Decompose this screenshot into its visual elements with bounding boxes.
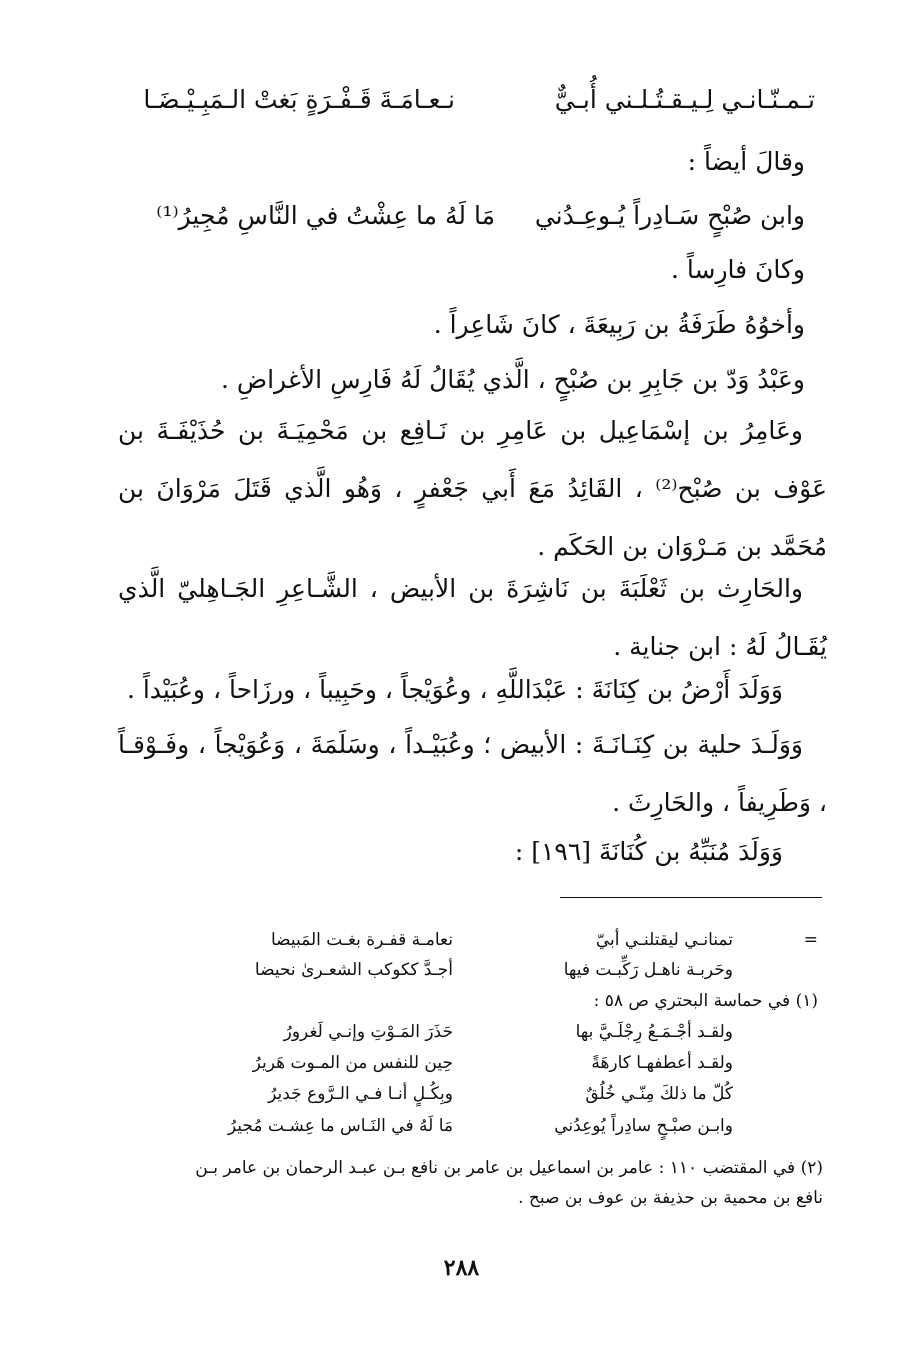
footnote-1-heading: (١) في حماسة البحتري ص ٥٨ : — [593, 991, 818, 1011]
footnote-hemistich-first: تمنانـي ليقتلنـي أبيّ — [595, 930, 733, 950]
footnote-hemistich-second: أجـدَّ ككوكب الشعـرىٰ نحيضا — [254, 960, 453, 980]
verse-line — [125, 196, 805, 236]
paragraph-harith: والحَارِث بن ثَعْلَبَةَ بن نَاشِرَةَ بن الأبيض ، الشَّـاعِرِ الجَـاهِليّ الَّذي يُقَـالُ لَهُ : ابن جناية . — [118, 574, 827, 661]
footnote-separator — [560, 897, 822, 898]
text-line: وعَبْدُ وَدّ بن جَابِرِ بن صُبْحٍ ، الَّذي يُقَالُ لَهُ فَارِسِ الأغراضِ . — [220, 365, 805, 394]
page-number: ٢٨٨ — [443, 1255, 480, 1281]
footnote-hemistich-second: حَذَرَ المَـوْتِ وإنـي لَغرورُ — [283, 1022, 453, 1042]
footnote-continuation-mark: = — [803, 930, 818, 950]
footnote-hemistich-first: ولقـد أجْـمَـعُ رِجْلَـيَّ بها — [575, 1022, 733, 1042]
verse-hemistich-first: تـمـنّـانـي لِـيـقـتُـلـني أُبـيٌّ — [554, 85, 815, 114]
text-line: وكانَ فارِساً . — [671, 255, 805, 284]
verse-hemistich-second: مَا لَهُ ما عِشْتُ في النَّاسِ مُجِيرُ⁽¹⁾ — [156, 201, 495, 230]
paragraph-amir: وعَامِرُ بن إسْمَاعِيل بن عَامِرِ بن نَـافِع بن مَحْمِيَـةَ بن حُذَيْفَـةَ بن عَوْف بن صُبْح⁽²⁾ ، القَائِدُ مَعَ أَبي جَعْفرٍ ، وَهُو الَّذي قَتَلَ مَرْوَانَ بن مُحَمَّد بن مَـرْوَان بن الحَكَم . — [118, 416, 827, 561]
footnote-2-line: نافع بن محمية بن حذيفة بن عوف بن صبح . — [518, 1188, 823, 1208]
footnote-hemistich-first: ولقـد أعطفهـا كارهَةً — [591, 1053, 733, 1073]
opening-verse — [125, 80, 815, 120]
footnote-verse — [284, 1018, 733, 1046]
paragraph-munabbih: وَوَلَدَ مُنَبِّهُ بن كُنَانَةَ [١٩٦] : — [514, 837, 783, 866]
footnote-hemistich-second: حِين للنفس من المـوت هَريرُ — [252, 1053, 453, 1073]
footnote-hemistich-first: وحَربـة ناهـل رَكِّبـت فيها — [563, 960, 733, 980]
footnote-2-line: (٢) في المقتضب ١١٠ : عامر بن اسماعيل بن عامر بن نافع بـن عبـد الرحمان بن عامر بـن — [195, 1158, 823, 1178]
verse-hemistich-first: وابن صُبْحٍ سَـادِراً يُـوعِـدُني — [534, 201, 805, 230]
footnote-hemistich-second: نعامـة قفـرة بغـت المَبيضا — [270, 930, 453, 950]
verse-hemistich-second: نـعـامَـةَ قَـفْـرَةٍ بَغتْ الـمَبِـيْـضَـا — [143, 85, 455, 114]
footnote-hemistich-first: وابـن صبْـحٍ سادِراً يُوعِدُني — [554, 1116, 733, 1136]
footnote-verse — [271, 926, 733, 954]
footnote-verse — [228, 1112, 733, 1140]
footnote-verse — [253, 1049, 733, 1077]
paragraph-ard: وَوَلَدَ أَرْضُ بن كِنَانَةَ : عَبْدَاللَّهِ ، وعُوَيْجاً ، وحَبِيباً ، ورزَاحاً ، وعُبَيْداً . — [126, 675, 783, 704]
text-line: وقالَ أيضاً : — [687, 147, 805, 176]
text-line: وأخوُهُ طَرَفَةُ بن رَبِيعَةَ ، كانَ شَاعِراً . — [433, 310, 805, 339]
footnote-hemistich-first: كُلّ ما ذلكَ مِنّـي خُلُقٌ — [585, 1084, 733, 1104]
footnote-hemistich-second: مَا لَهُ في النَـاس ما عِشـت مُجيرُ — [227, 1116, 453, 1136]
paragraph-hilya: وَوَلَـدَ حلية بن كِنَـانَـةَ : الأبيض ؛ وعُبَيْـداً ، وسَلَمَةَ ، وَعُوَيْجاً ، وفَـوْقـاً ، وَطَرِيفاً ، والحَارِثَ . — [118, 730, 827, 817]
footnote-verse — [255, 956, 733, 984]
footnote-hemistich-second: وبِكُـلٍ أنـا فـي الـرَّوع جَديرُ — [268, 1084, 453, 1104]
footnote-verse — [268, 1080, 733, 1108]
